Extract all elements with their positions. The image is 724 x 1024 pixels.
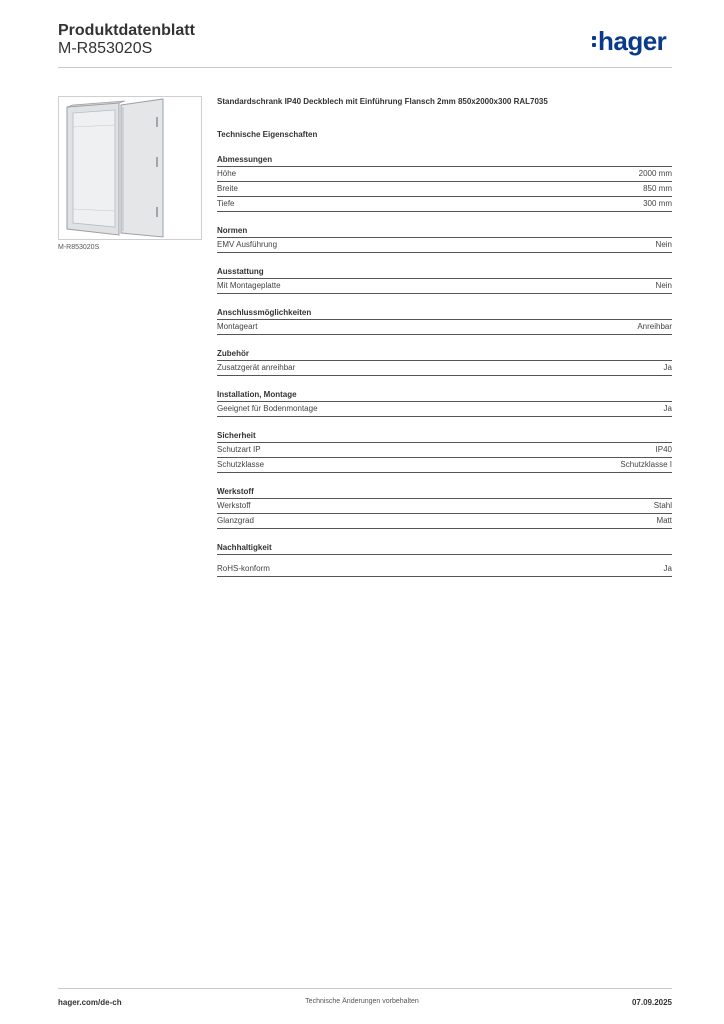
- footer-divider: [58, 988, 672, 989]
- page-title: Produktdatenblatt: [58, 22, 195, 39]
- group-title: Zubehör: [217, 348, 672, 361]
- property-label: Höhe: [217, 169, 237, 178]
- property-value: Matt: [656, 516, 672, 525]
- cabinet-illustration-icon: [59, 97, 201, 239]
- property-label: Schutzart IP: [217, 445, 261, 454]
- property-value: Schutzklasse I: [620, 460, 672, 469]
- property-label: EMV Ausführung: [217, 240, 278, 249]
- property-group: [217, 348, 672, 376]
- section-heading: Technische Eigenschaften: [217, 130, 318, 139]
- product-details: [217, 96, 672, 577]
- property-label: RoHS-konform: [217, 564, 270, 573]
- property-value: 2000 mm: [638, 169, 672, 178]
- group-title: Installation, Montage: [217, 389, 672, 402]
- property-value: Nein: [655, 240, 672, 249]
- property-value: IP40: [655, 445, 672, 454]
- property-group: [217, 389, 672, 417]
- group-title: Normen: [217, 225, 672, 238]
- group-title: Nachhaltigkeit: [217, 542, 672, 555]
- property-row: [217, 402, 672, 417]
- property-value: Anreihbar: [637, 322, 672, 331]
- property-row: [217, 499, 672, 514]
- product-image: [58, 96, 202, 240]
- property-row: [217, 238, 672, 253]
- group-title: Werkstoff: [217, 486, 672, 499]
- product-code: M-R853020S: [58, 40, 153, 57]
- hager-logo[interactable]: [592, 26, 666, 57]
- property-row: [217, 443, 672, 458]
- group-title: Anschlussmöglichkeiten: [217, 307, 672, 320]
- property-value: Ja: [663, 404, 672, 413]
- property-row: [217, 514, 672, 529]
- property-value: Ja: [663, 363, 672, 372]
- property-row: [217, 279, 672, 294]
- property-row: [217, 361, 672, 376]
- property-value: Ja: [663, 564, 672, 573]
- property-row: [217, 197, 672, 212]
- property-label: Breite: [217, 184, 238, 193]
- logo-text: hager: [598, 26, 667, 56]
- group-title: Ausstattung: [217, 266, 672, 279]
- property-label: Werkstoff: [217, 501, 251, 510]
- property-row: [217, 562, 672, 577]
- property-group: [217, 486, 672, 529]
- property-value: Stahl: [653, 501, 672, 510]
- property-row: [217, 167, 672, 182]
- property-group: [217, 225, 672, 253]
- property-label: Mit Montageplatte: [217, 281, 281, 290]
- footer-website-link[interactable]: hager.com/de-ch: [58, 998, 122, 1007]
- property-value: Nein: [655, 281, 672, 290]
- property-label: Geeignet für Bodenmontage: [217, 404, 318, 413]
- property-group: [217, 154, 672, 212]
- property-groups: [217, 154, 672, 577]
- property-row: [217, 182, 672, 197]
- property-value: 850 mm: [643, 184, 672, 193]
- property-row: [217, 320, 672, 335]
- image-caption: M-R853020S: [58, 244, 100, 251]
- product-title: Standardschrank IP40 Deckblech mit Einführung Flansch 2mm 850x2000x300 RAL7035: [217, 97, 548, 106]
- property-group: [217, 266, 672, 294]
- property-group: [217, 542, 672, 577]
- property-value: 300 mm: [643, 199, 672, 208]
- footer-date: 07.09.2025: [631, 998, 672, 1007]
- property-label: Glanzgrad: [217, 516, 254, 525]
- property-row: [217, 458, 672, 473]
- header-divider: [58, 67, 672, 68]
- property-label: Schutzklasse: [217, 460, 265, 469]
- group-title: Abmessungen: [217, 154, 672, 167]
- property-group: [217, 430, 672, 473]
- property-label: Montageart: [217, 322, 258, 331]
- property-label: Tiefe: [217, 199, 235, 208]
- property-group: [217, 307, 672, 335]
- logo-dots-icon: [592, 33, 597, 50]
- footer-disclaimer: Technische Änderungen vorbehalten: [305, 998, 419, 1005]
- property-label: Zusatzgerät anreihbar: [217, 363, 296, 372]
- group-title: Sicherheit: [217, 430, 672, 443]
